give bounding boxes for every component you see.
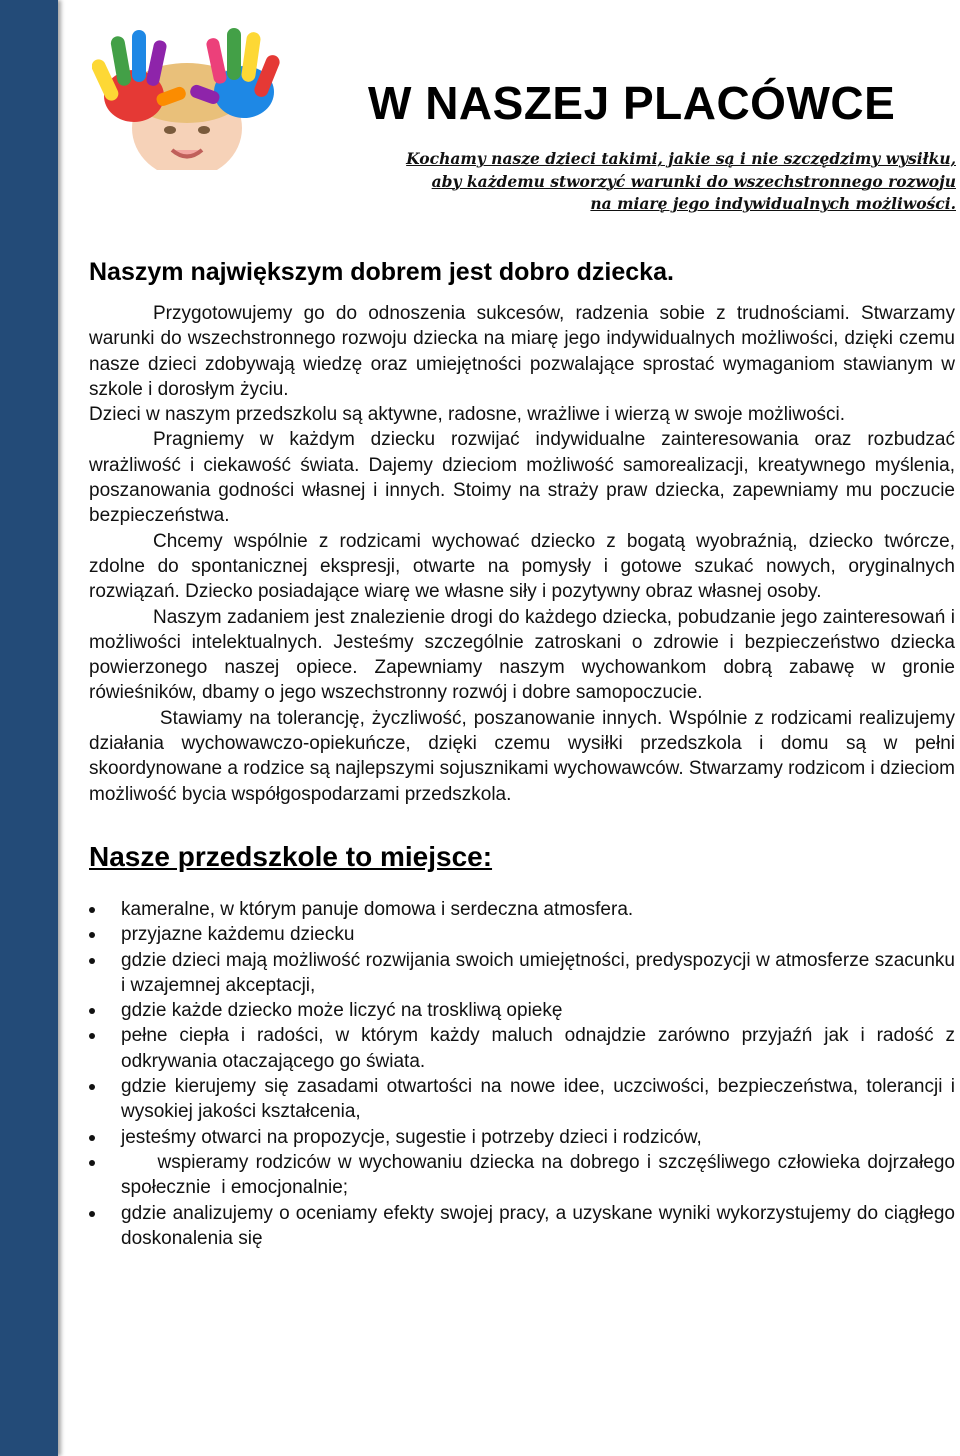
list-item: [89, 1023, 955, 1074]
list-item-text: kameralne, w którym panuje domowa i serdeczna atmosfera.: [121, 898, 634, 920]
paragraph: Stawiamy na tolerancję, życzliwość, poszanowanie innych. Wspólnie z rodzicami realizujemy działania wychowawczo-opiekuńcze, dzięki czemu wysiłki przedszkola i domu są w pełni skoordynowane a rodzice są najlepszymi sojusznikami wychowawców. Stwarzamy rodzicom i dzieciom możliwość bycia współgospodarzami przedszkola.: [89, 707, 960, 805]
list-item-text: gdzie dzieci mają możliwość rozwijania swoich umiejętności, predyspozycji w atmosferze szacunku i wzajemnej akceptacji,: [121, 949, 955, 996]
paragraph: Pragniemy w każdym dziecku rozwijać indywidualne zainteresowania oraz rozbudzać wrażliwość i ciekawość świata. Dajemy dzieciom możliwość samorealizacji, kreatywnego myślenia, poszanowania godności własnej i innych. Stoimy na straży praw dziecka, zapewniamy mu poczucie bezpieczeństwa.: [89, 429, 955, 527]
sidebar-decoration: [0, 0, 58, 1456]
bullet-list: [89, 897, 960, 1251]
list-item: [89, 1125, 955, 1150]
motto-line: na miarę jego indywidualnych możliwości.: [590, 194, 956, 213]
list-item: [89, 948, 955, 999]
list-item: [89, 998, 955, 1023]
list-item: [89, 1074, 955, 1125]
bullet-icon: [89, 958, 95, 964]
paragraph: Dzieci w naszym przedszkolu są aktywne, radosne, wrażliwe i wierzą w swoje możliwości.: [89, 404, 846, 426]
motto-line: Kochamy nasze dzieci takimi, jakie są i nie szczędzimy wysiłku,: [406, 149, 956, 168]
child-with-painted-hands-photo: [92, 18, 284, 170]
bullet-icon: [89, 1160, 95, 1166]
page-title: W NASZEJ PLACÓWCE: [368, 77, 896, 129]
list-item: [89, 922, 955, 947]
paragraph: Chcemy wspólnie z rodzicami wychować dziecko z bogatą wyobraźnią, dziecko twórcze, zdolne do spontanicznej ekspresji, otwarte na pomysły i gotowe szukać nowych, oryginalnych rozwiązań. Dziecko posiadające wiarę we własne siły i pozytywny obraz własnej osoby.: [89, 530, 955, 603]
bullet-icon: [89, 1008, 95, 1014]
list-item-text: wspieramy rodziców w wychowaniu dziecka na dobrego i szczęśliwego człowieka dojrzałego społecznie i emocjonalnie;: [121, 1151, 960, 1199]
lead-heading: Naszym największym dobrem jest dobro dziecka.: [89, 258, 674, 286]
main-content: [89, 258, 960, 1251]
list-item-text: przyjazne każdemu dziecku: [121, 924, 355, 946]
bullet-icon: [89, 1033, 95, 1039]
list-item-text: gdzie kierujemy się zasadami otwartości na nowe idee, uczciwości, bezpieczeństwa, tolerancji i wysokiej jakości kształcenia,: [121, 1076, 955, 1123]
list-item: [89, 1201, 955, 1252]
bullet-icon: [89, 907, 95, 913]
section-heading: Nasze przedszkole to miejsce:: [89, 840, 493, 872]
motto-line: aby każdemu stworzyć warunki do wszechstronnego rozwoju: [431, 171, 956, 191]
paragraph: Przygotowujemy go do odnoszenia sukcesów, radzenia sobie z trudnościami. Stwarzamy warunki do wszechstronnego rozwoju dziecka na miarę jego indywidualnych możliwości, dzięki czemu nasze dzieci zdobywają wiedzę oraz umiejętności pozwalające sprostać wymaganiom stawianym w szkole i dorosłym życiu.: [89, 303, 955, 400]
list-item-text: gdzie analizujemy o oceniamy efekty swojej pracy, a uzyskane wyniki wykorzystujemy do ciągłego doskonalenia się: [121, 1202, 955, 1249]
bullet-icon: [89, 1084, 95, 1090]
list-item: [89, 897, 955, 922]
bullet-icon: [89, 932, 95, 938]
paragraph: Naszym zadaniem jest znalezienie drogi do każdego dziecka, pobudzanie jego zainteresowań i możliwości intelektualnych. Jesteśmy szczególnie zatroskani o zdrowie i bezpieczeństwo dziecka powierzonego naszej opiece. Zapewniamy naszym wychowankom dobrą zabawę w gronie rówieśników, dbamy o jego wszechstronny rozwój i dobre samopoczucie.: [89, 606, 955, 704]
motto: [396, 148, 956, 216]
bullet-icon: [89, 1135, 95, 1141]
list-item-text: jesteśmy otwarci na propozycje, sugestie i potrzeby dzieci i rodziców,: [121, 1126, 702, 1148]
list-item-text: gdzie każde dziecko może liczyć na troskliwą opiekę: [121, 1000, 563, 1022]
list-item: [89, 1150, 960, 1201]
list-item-text: pełne ciepła i radości, w którym każdy maluch odnajdzie zarówno przyjaźń jak i radość z odkrywania otaczającego go świata.: [121, 1025, 955, 1072]
bullet-icon: [89, 1211, 95, 1217]
